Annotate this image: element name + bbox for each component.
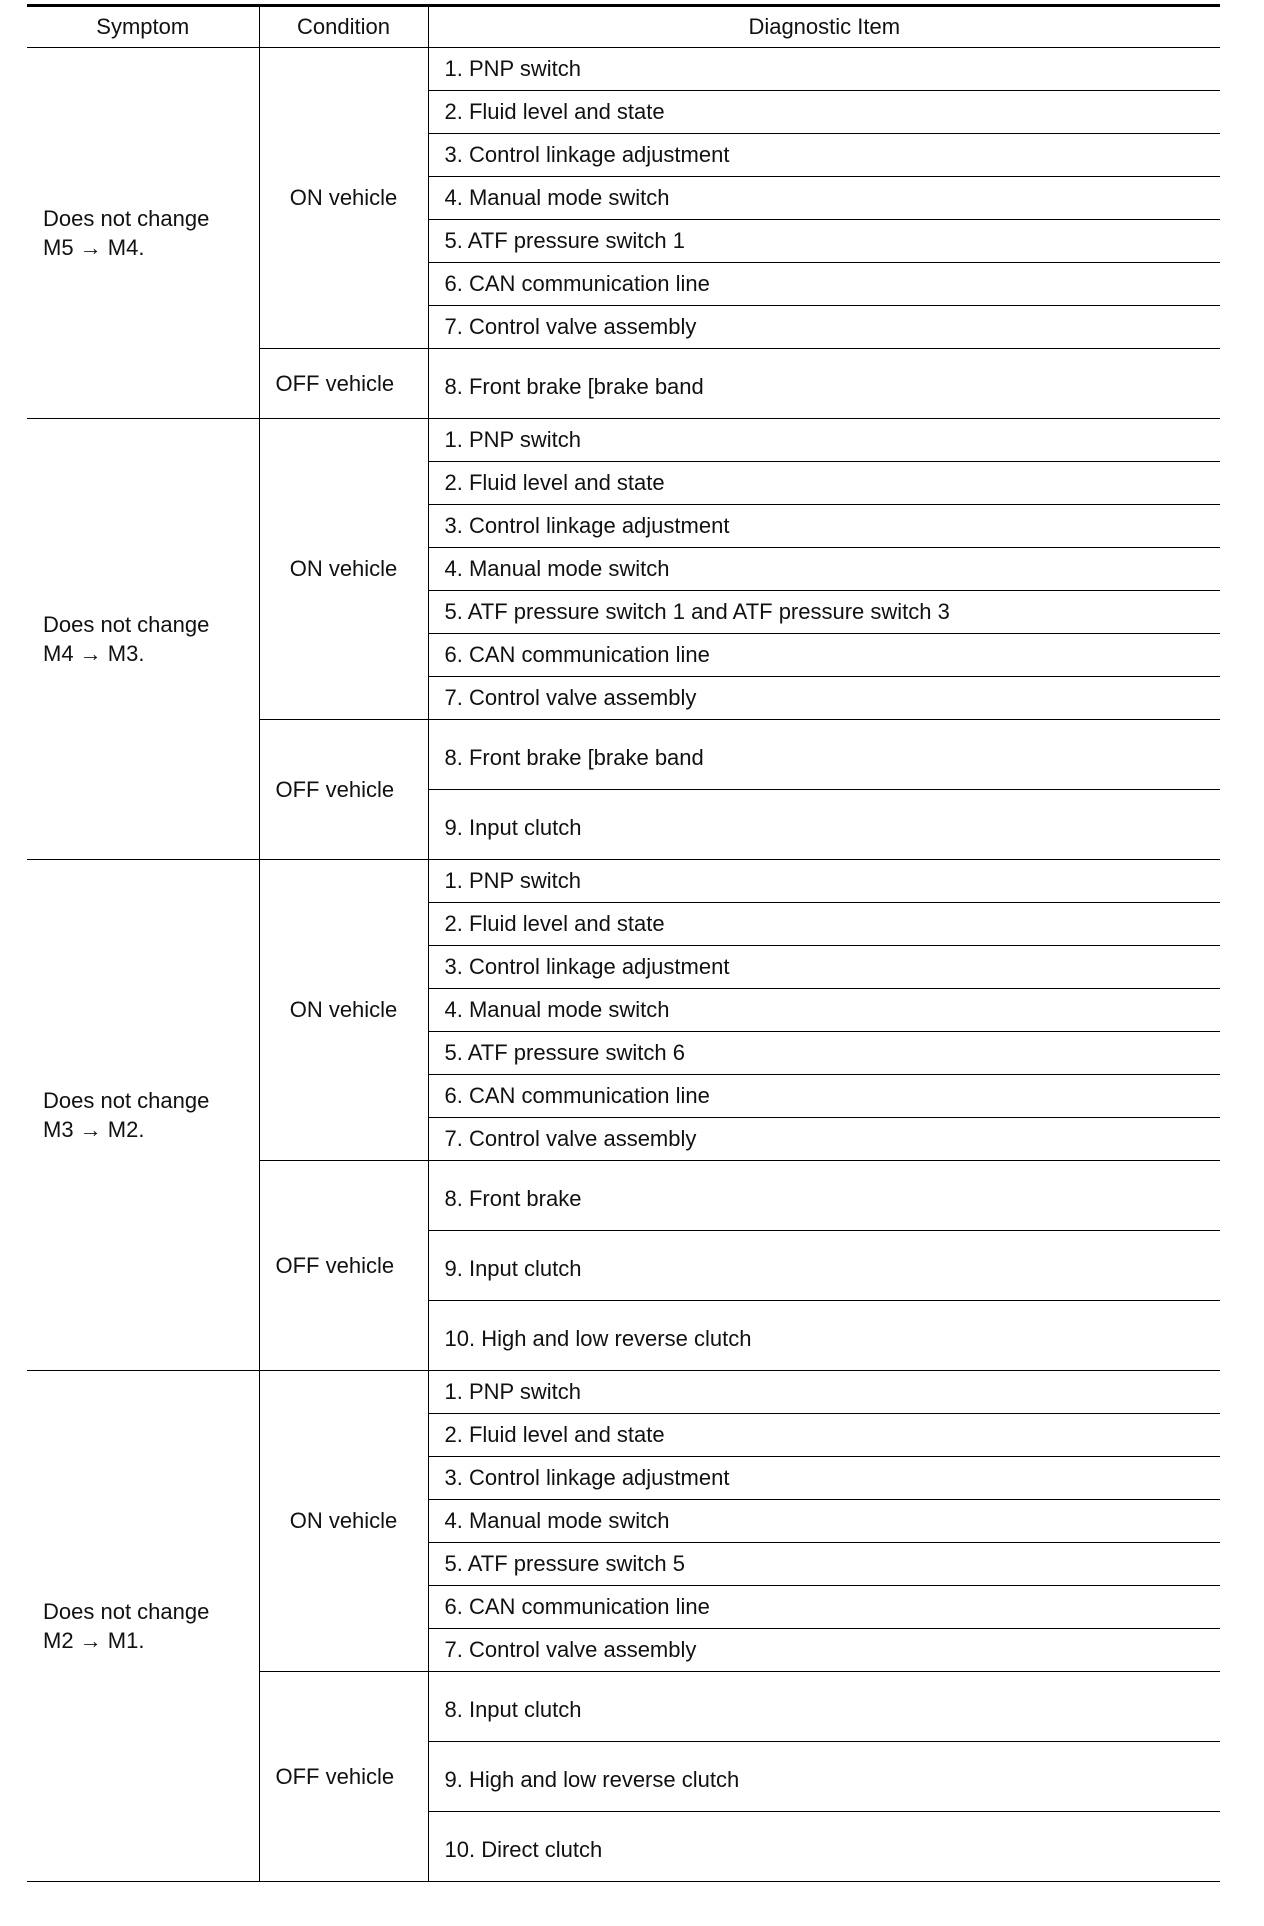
table-header bbox=[27, 6, 1220, 48]
symptom-text: Does not change bbox=[43, 206, 210, 231]
diagnostic-item: 2. Fluid level and state bbox=[428, 91, 1220, 134]
diagnostic-item: 1. PNP switch bbox=[428, 860, 1220, 903]
diagnostic-item: 9. High and low reverse clutch bbox=[428, 1742, 1220, 1812]
diagnostic-item: 8. Front brake [brake band bbox=[428, 349, 1220, 419]
symptom-cell bbox=[27, 1371, 259, 1882]
diagnostic-item: 9. Input clutch bbox=[428, 790, 1220, 860]
condition-on-vehicle: ON vehicle bbox=[259, 1371, 428, 1672]
diagnostic-item: 6. CAN communication line bbox=[428, 634, 1220, 677]
diagnostic-item: 7. Control valve assembly bbox=[428, 306, 1220, 349]
diagnostic-item: 5. ATF pressure switch 1 and ATF pressure switch 3 bbox=[428, 591, 1220, 634]
diagnostic-item: 8. Input clutch bbox=[428, 1672, 1220, 1742]
symptom-group bbox=[27, 419, 1220, 860]
diagnostic-item: 4. Manual mode switch bbox=[428, 177, 1220, 220]
diagnostic-item: 2. Fluid level and state bbox=[428, 903, 1220, 946]
table-row bbox=[27, 860, 1220, 903]
condition-off-vehicle: OFF vehicle bbox=[259, 349, 428, 419]
symptom-shift: M5 → M4. bbox=[43, 235, 145, 260]
diagnostic-item: 1. PNP switch bbox=[428, 1371, 1220, 1414]
condition-off-vehicle: OFF vehicle bbox=[259, 720, 428, 860]
diagnostic-item: 10. Direct clutch bbox=[428, 1812, 1220, 1882]
diagnostic-item: 5. ATF pressure switch 5 bbox=[428, 1543, 1220, 1586]
diagnostic-item: 8. Front brake bbox=[428, 1161, 1220, 1231]
diagnostic-item: 6. CAN communication line bbox=[428, 1586, 1220, 1629]
diagnostic-item: 3. Control linkage adjustment bbox=[428, 1457, 1220, 1500]
diagnostic-item: 5. ATF pressure switch 1 bbox=[428, 220, 1220, 263]
diagnostic-item: 3. Control linkage adjustment bbox=[428, 134, 1220, 177]
diagnostic-item: 8. Front brake [brake band bbox=[428, 720, 1220, 790]
condition-on-vehicle: ON vehicle bbox=[259, 48, 428, 349]
symptom-cell bbox=[27, 860, 259, 1371]
symptom-text: Does not change bbox=[43, 1599, 210, 1624]
header-diagnostic-item: Diagnostic Item bbox=[428, 6, 1220, 48]
diagnostic-item: 1. PNP switch bbox=[428, 48, 1220, 91]
condition-off-vehicle: OFF vehicle bbox=[259, 1672, 428, 1882]
symptom-shift: M4 → M3. bbox=[43, 641, 145, 666]
diagnostic-item: 9. Input clutch bbox=[428, 1231, 1220, 1301]
diagnostic-item: 3. Control linkage adjustment bbox=[428, 505, 1220, 548]
diagnostic-item: 7. Control valve assembly bbox=[428, 677, 1220, 720]
symptom-shift: M2 → M1. bbox=[43, 1628, 145, 1653]
symptom-group bbox=[27, 1371, 1220, 1882]
diagnostic-table bbox=[27, 4, 1220, 1882]
symptom-group bbox=[27, 860, 1220, 1371]
diagnostic-item: 4. Manual mode switch bbox=[428, 548, 1220, 591]
symptom-shift: M3 → M2. bbox=[43, 1117, 145, 1142]
condition-on-vehicle: ON vehicle bbox=[259, 860, 428, 1161]
diagnostic-item: 5. ATF pressure switch 6 bbox=[428, 1032, 1220, 1075]
diagnostic-item: 7. Control valve assembly bbox=[428, 1629, 1220, 1672]
diagnostic-item: 2. Fluid level and state bbox=[428, 1414, 1220, 1457]
diagnostic-item: 2. Fluid level and state bbox=[428, 462, 1220, 505]
symptom-text: Does not change bbox=[43, 612, 210, 637]
symptom-cell bbox=[27, 48, 259, 419]
diagnostic-item: 1. PNP switch bbox=[428, 419, 1220, 462]
diagnostic-item: 4. Manual mode switch bbox=[428, 989, 1220, 1032]
diagnostic-item: 3. Control linkage adjustment bbox=[428, 946, 1220, 989]
diagnostic-item: 7. Control valve assembly bbox=[428, 1118, 1220, 1161]
condition-on-vehicle: ON vehicle bbox=[259, 419, 428, 720]
diagnostic-item: 4. Manual mode switch bbox=[428, 1500, 1220, 1543]
symptom-text: Does not change bbox=[43, 1088, 210, 1113]
symptom-cell bbox=[27, 419, 259, 860]
table-row bbox=[27, 419, 1220, 462]
table-row bbox=[27, 48, 1220, 91]
condition-off-vehicle: OFF vehicle bbox=[259, 1161, 428, 1371]
diagnostic-item: 10. High and low reverse clutch bbox=[428, 1301, 1220, 1371]
diagnostic-item: 6. CAN communication line bbox=[428, 1075, 1220, 1118]
table-row bbox=[27, 1371, 1220, 1414]
symptom-group bbox=[27, 48, 1220, 419]
diagnostic-item: 6. CAN communication line bbox=[428, 263, 1220, 306]
header-condition: Condition bbox=[259, 6, 428, 48]
header-symptom: Symptom bbox=[27, 6, 259, 48]
